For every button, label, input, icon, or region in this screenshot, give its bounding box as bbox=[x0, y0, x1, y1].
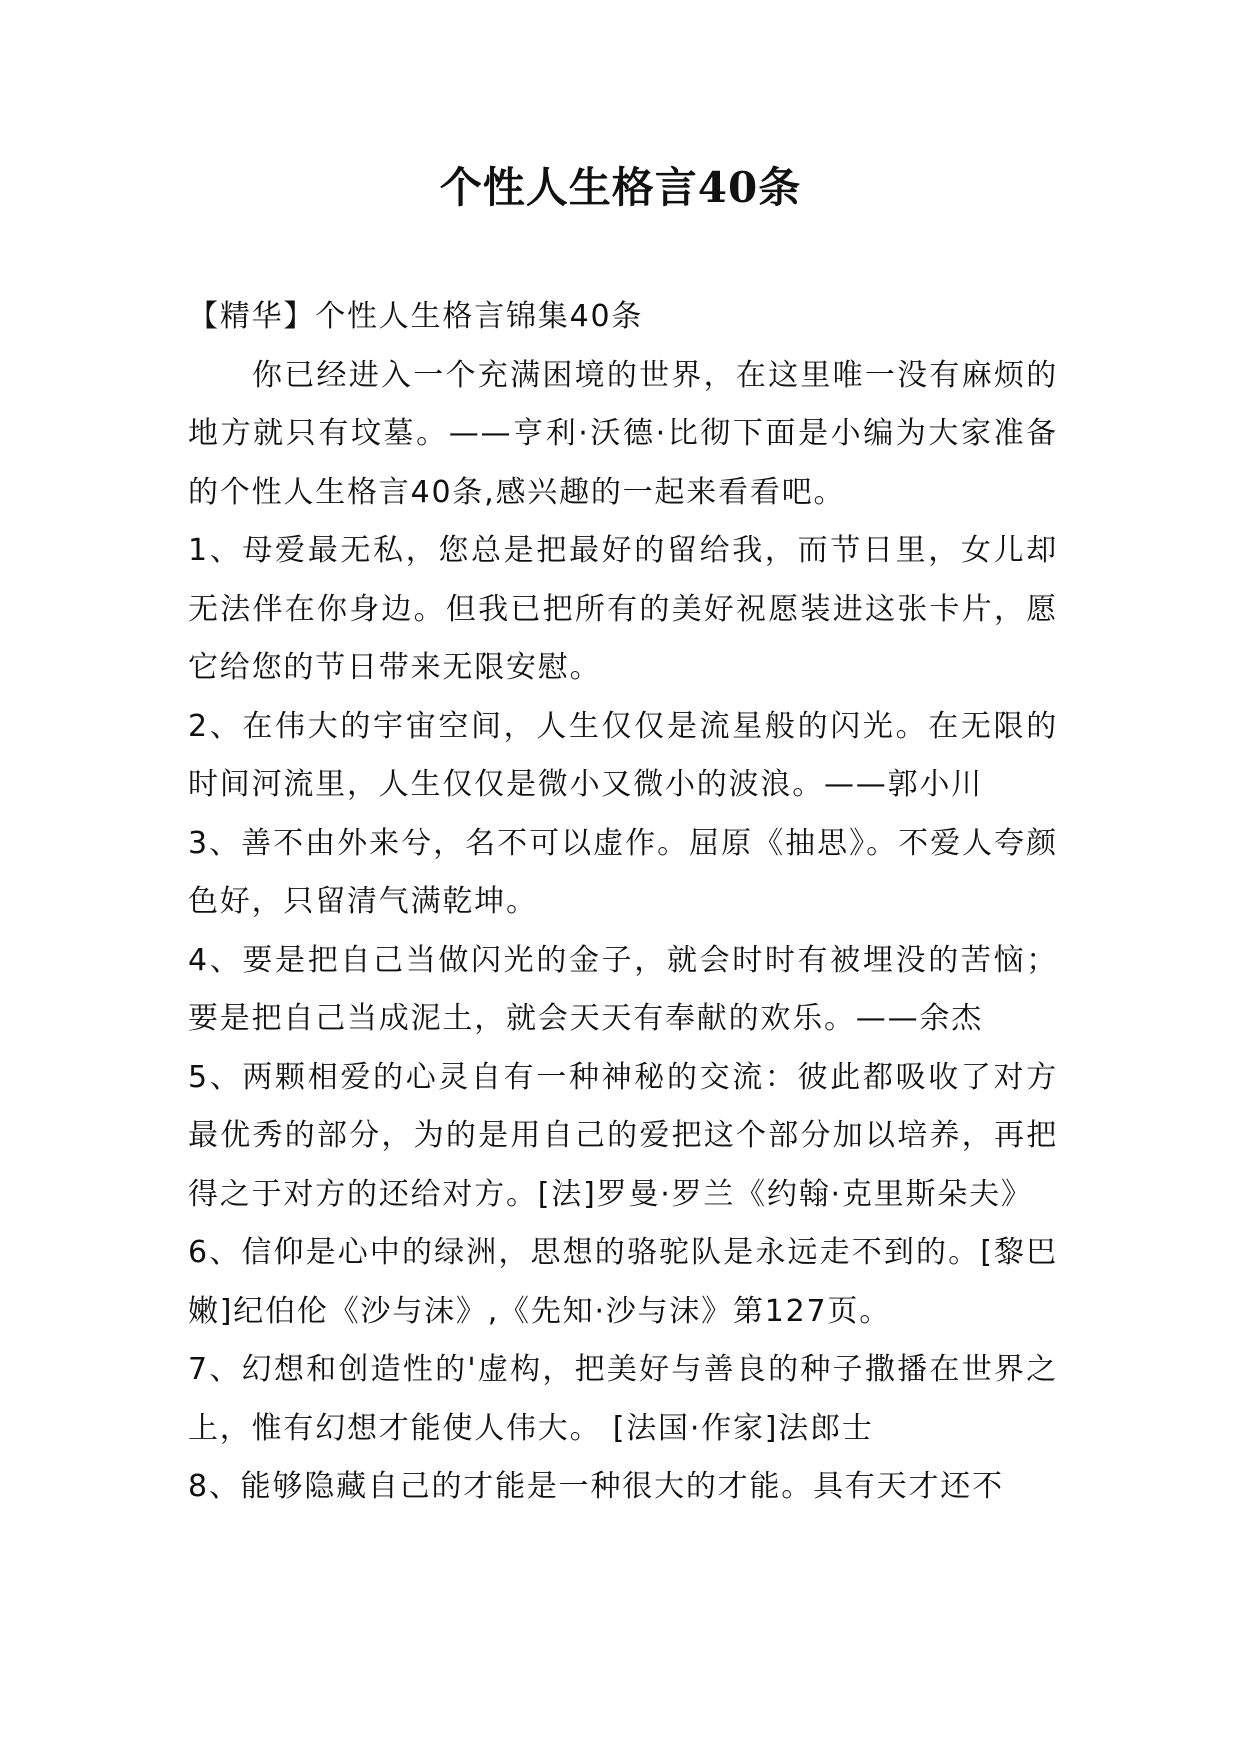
quote-item-5: 5、两颗相爱的心灵自有一种神秘的交流：彼此都吸收了对方最优秀的部分，为的是用自己的爱把这个部分加以培养，再把得之于对方的还给对方。[法]罗曼·罗兰《约翰·克里斯朵夫》 bbox=[188, 1059, 1058, 1212]
quote-item-8: 8、能够隐藏自己的才能是一种很大的才能。具有天才还不 bbox=[188, 1469, 1004, 1504]
quote-item-2: 2、在伟大的宇宙空间，人生仅仅是流星般的闪光。在无限的时间河流里，人生仅仅是微小又微小的波浪。——郭小川 bbox=[188, 708, 1058, 802]
document-body bbox=[188, 288, 1058, 1517]
document-subtitle: 【精华】个性人生格言锦集40条 bbox=[188, 299, 644, 334]
quote-item-7: 7、幻想和创造性的'虚构，把美好与善良的种子撒播在世界之上，惟有幻想才能使人伟大。 [法国·作家]法郎士 bbox=[188, 1352, 1058, 1446]
quote-item-6: 6、信仰是心中的绿洲，思想的骆驼队是永远走不到的。[黎巴嫩]纪伯伦《沙与沫》,《先知·沙与沫》第127页。 bbox=[188, 1235, 1058, 1329]
quote-item-4: 4、要是把自己当做闪光的金子，就会时时有被埋没的苦恼；要是把自己当成泥土，就会天天有奉献的欢乐。——余杰 bbox=[188, 942, 1058, 1036]
document-title: 个性人生格言40条 bbox=[439, 163, 802, 212]
quote-item-1: 1、母爱最无私，您总是把最好的留给我，而节日里，女儿却无法伴在你身边。但我已把所有的美好祝愿装进这张卡片，愿它给您的节日带来无限安慰。 bbox=[188, 533, 1058, 685]
quote-item-3: 3、善不由外来兮，名不可以虚作。屈原《抽思》。不爱人夸颜色好，只留清气满乾坤。 bbox=[188, 825, 1058, 919]
intro-paragraph: 你已经进入一个充满困境的世界，在这里唯一没有麻烦的地方就只有坟墓。——亨利·沃德·比彻下面是小编为大家准备的个性人生格言40条,感兴趣的一起来看看吧。 bbox=[188, 357, 1058, 510]
